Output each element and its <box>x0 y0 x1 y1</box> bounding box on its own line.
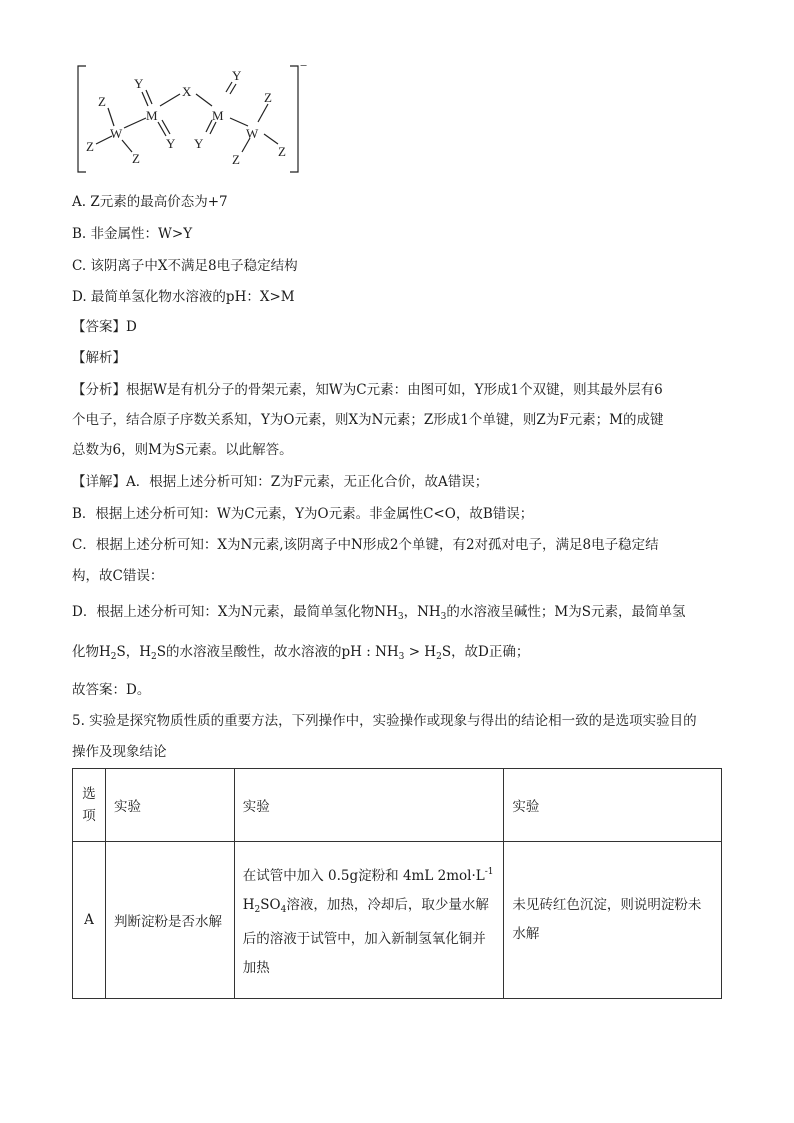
analysis-paragraph-line-1: 【分析】根据W是有机分子的骨架元素，知W为C元素：由图可如，Y形成1个双键，则其最外层有6 <box>72 382 663 398</box>
detail-c-line-2: 构，故C错误： <box>72 568 164 584</box>
bond-w-m <box>124 118 146 128</box>
bond-m-w <box>230 118 248 126</box>
question-5-line-2: 操作及现象结论 <box>72 744 167 760</box>
row-a-operation-text-1: 在试管中加入 0.5g淀粉和 4mL 2mol·L <box>242 867 485 884</box>
detail-d-line-2: 化物$H_2S$，$H_2S$的水溶液呈酸性，故水溶液的pH : $NH_3 > H_2S$，故D正确； <box>72 644 530 662</box>
experiment-table <box>72 768 722 999</box>
option-a: A. Z元素的最高价态为+7 <box>72 194 228 210</box>
analysis-paragraph-line-2: 个电子，结合原子序数关系知，Y为O元素，则X为N元素；Z形成1个单键，则Z为F元素；M的成键 <box>72 412 664 428</box>
detail-a: 【详解】A．根据上述分析可知：Z为F元素，无正化合价，故A错误； <box>72 474 489 490</box>
answer-value: D <box>126 319 137 335</box>
analysis-title: 【解析】 <box>72 350 126 366</box>
atom-z3: Z <box>132 151 140 166</box>
bond-z3-w <box>122 140 132 152</box>
atom-z1: Z <box>98 94 106 109</box>
option-c: C. 该阴离子中X不满足8电子稳定结构 <box>72 258 298 274</box>
atom-z4: Z <box>264 90 272 105</box>
header-purpose: 实验 <box>105 769 234 842</box>
answer-label: 【答案】 <box>72 319 126 335</box>
bond-m-y4-b <box>210 122 216 134</box>
atom-m-right: M <box>212 108 224 123</box>
answer-line <box>72 317 137 337</box>
bond-m-y3-a <box>226 82 232 92</box>
header-option: 选项 <box>73 769 106 842</box>
atom-z5: Z <box>278 144 286 159</box>
atom-y2: Y <box>166 136 176 151</box>
detail-d-text-5: ，故D正确； <box>451 644 530 660</box>
bond-m-x <box>160 94 180 106</box>
atom-y1: Y <box>134 76 144 91</box>
atom-y3: Y <box>232 68 242 83</box>
atom-z2: Z <box>86 139 94 154</box>
row-a-conclusion: 未见砖红色沉淀，则说明淀粉未水解 <box>504 842 722 999</box>
bond-m-y1-b <box>146 90 152 104</box>
table-header-row <box>73 769 722 842</box>
option-b: B. 非金属性：W>Y <box>72 226 193 242</box>
atom-y4: Y <box>194 136 204 151</box>
anion-structure-diagram <box>72 58 322 180</box>
atom-z6: Z <box>232 152 240 167</box>
bond-m-y1-a <box>142 92 148 106</box>
bond-w-z4 <box>258 104 268 122</box>
row-a-operation: 在试管中加入 0.5g淀粉和 4mL $2mol\cdot L^{-1}$ $H_2SO_4$溶液，加热，冷却后，取少量水解后的溶液于试管中，加入新制氢氧化铜并加热 <box>234 842 504 999</box>
option-d: D. 最简单氢化物水溶液的pH：X>M <box>72 289 295 305</box>
bond-w-z5 <box>264 134 278 144</box>
detail-d-text-3: 化物 <box>72 644 99 660</box>
header-operation: 实验 <box>234 769 504 842</box>
bond-z1-w <box>108 108 114 126</box>
detail-b: B．根据上述分析可知：W为C元素，Y为O元素。非金属性C<O，故B错误； <box>72 506 534 522</box>
row-a-option: A <box>73 842 106 999</box>
atom-m-left: M <box>146 108 158 123</box>
atom-w-right: W <box>246 126 259 141</box>
charge-sign: − <box>300 58 308 73</box>
bond-x-m <box>196 94 212 106</box>
left-bracket <box>78 66 86 172</box>
question-5-line-1: 5. 实验是探究物质性质的重要方法，下列操作中，实验操作或现象与得出的结论相一致的是选项实验目的 <box>72 713 697 729</box>
row-a-operation-text-2: 溶液，加热，冷却后，取少量水解后的溶液于试管中，加入新制氢氧化铜并加热 <box>242 896 489 976</box>
detail-conclusion: 故答案：D。 <box>72 682 151 698</box>
atom-w-left: W <box>110 126 123 141</box>
analysis-paragraph-line-3: 总数为6，则M为S元素。以此解答。 <box>72 442 293 458</box>
row-a-purpose: 判断淀粉是否水解 <box>105 842 234 999</box>
right-bracket <box>290 66 298 172</box>
detail-d-text-1: D．根据上述分析可知：X为N元素，最简单氢化物 <box>72 604 375 620</box>
detail-d-text-4: 的水溶液呈酸性，故水溶液的 <box>166 644 342 660</box>
table-row <box>73 842 722 999</box>
atom-x: X <box>182 84 192 99</box>
detail-d-line-1: D．根据上述分析可知：X为N元素，最简单氢化物$NH_3$，$NH_3$的水溶液呈碱性；M为S元素，最简单氢 <box>72 604 686 622</box>
detail-c-line-1: C．根据上述分析可知：X为N元素,该阴离子中N形成2个单键，有2对孤对电子，满足8电子稳定结 <box>72 537 659 553</box>
detail-d-text-2: 的水溶液呈碱性；M为S元素，最简单氢 <box>446 604 686 620</box>
header-conclusion: 实验 <box>504 769 722 842</box>
bond-m-y3-b <box>230 84 236 94</box>
